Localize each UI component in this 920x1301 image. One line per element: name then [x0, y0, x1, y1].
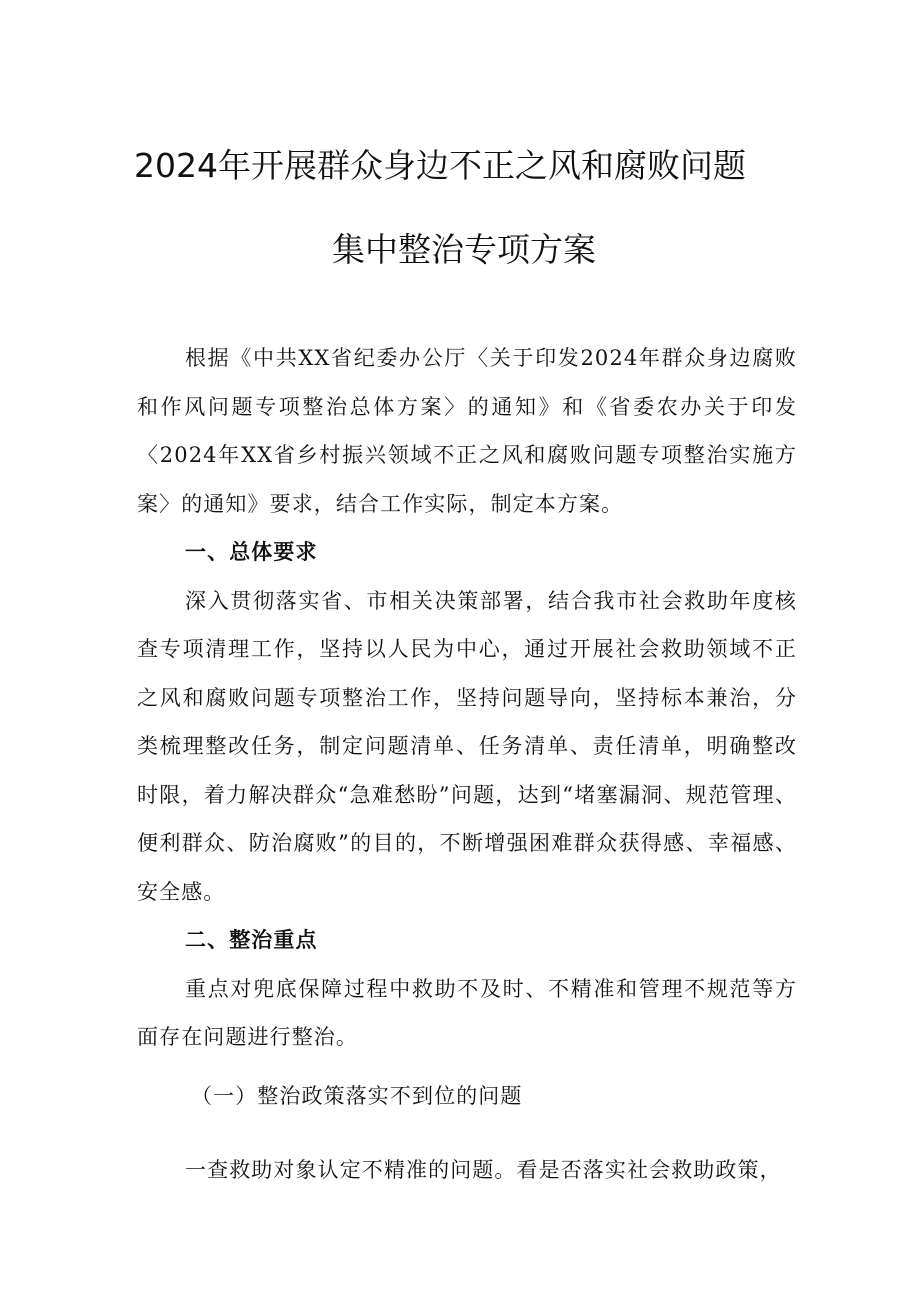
subsection1-paragraph: 一查救助对象认定不精准的问题。看是否落实社会救助政策， [185, 1158, 782, 1182]
document-title-line1: 2024年开展群众身边不正之风和腐败问题 [134, 146, 746, 185]
section2-paragraph: 重点对兜底保障过程中救助不及时、不精准和管理不规范等方面存在问题进行整治。 [137, 976, 797, 1049]
section2-heading: 二、整治重点 [185, 928, 318, 952]
section1-paragraph: 深入贯彻落实省、市相关决策部署，结合我市社会救助年度核查专项清理工作，坚持以人民为中心，通过开展社会救助领域不正之风和腐败问题专项整治工作，坚持问题导向，坚持标本兼治，分类梳理整改任务，制定问题清单、任务清单、责任清单，明确整改时限，着力解决群众“急难愁盼”问题，达到“堵塞漏洞、规范管理、便利群众、防治腐败”的目的，不断增强困难群众获得感、幸福感、安全感。 [137, 588, 797, 904]
document-body [137, 334, 797, 1195]
document-title-line2: 集中整治专项方案 [332, 230, 596, 269]
intro-paragraph: 根据《中共XX省纪委办公厅〈关于印发2024年群众身边腐败和作风问题专项整治总体方案〉的通知》和《省委农办关于印发〈2024年XX省乡村振兴领域不正之风和腐败问题专项整治实施方案〉的通知》要求，结合工作实际，制定本方案。 [137, 346, 797, 516]
section1-heading: 一、总体要求 [185, 540, 318, 564]
subsection1-heading: （一）整治政策落实不到位的问题 [191, 1083, 523, 1108]
